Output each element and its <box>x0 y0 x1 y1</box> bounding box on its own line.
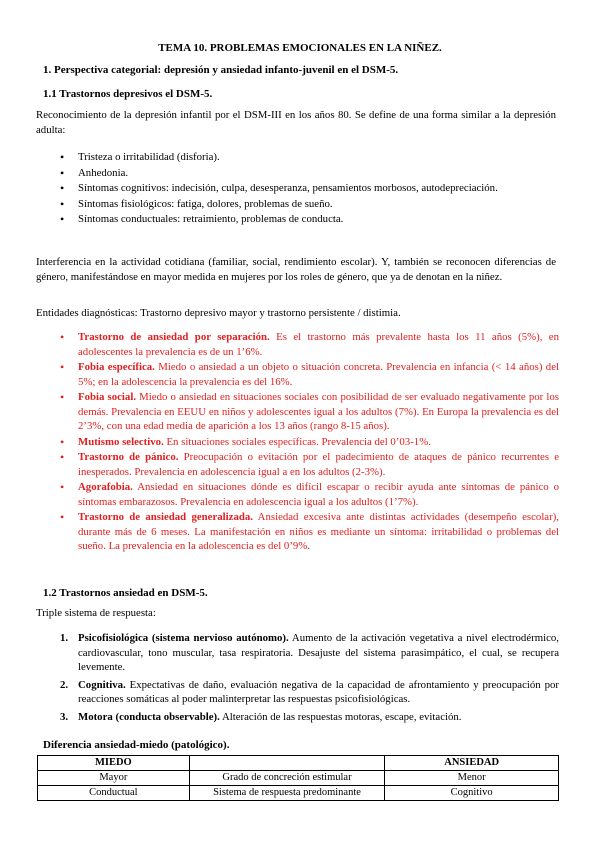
list-item: • Anhedonia. <box>0 166 559 181</box>
header-cell <box>189 756 385 771</box>
interference-paragraph: Interferencia en la actividad cotidiana (familiar, social, rendimiento escolar). Y, también se reconocen diferencias de género, manifestándose en mayor medida en mujeres por los roles de género, que ya de denotan en la niñez. <box>36 256 556 283</box>
list-item: • Trastorno de ansiedad por separación. Es el trastorno más prevalente hasta los 11 años (5%), en adolescentes la prevalencia es de un 1’6%. <box>0 330 559 359</box>
list-item: • Agorafobia. Ansiedad en situaciones dónde es difícil escapar o recibir ayuda ante síntomas de pánico o síntomas embarazosos. Prevalencia en adolescencia igual a los adultos (1’7%). <box>0 480 559 509</box>
subsection-heading-1-2: 1.2 Trastornos ansiedad en DSM-5. <box>43 587 208 599</box>
comparison-table-title: Diferencia ansiedad-miedo (patológico). <box>43 739 230 751</box>
anxiety-disorder-list <box>0 330 560 555</box>
table-cell: Mayor <box>38 771 190 786</box>
list-item: • Fobia social. Miedo o ansiedad en situaciones sociales con posibilidad de ser evaluado negativamente por los demás. Prevalencia en EEUU en niños y adolescentes igual a los adultos (7%). En Europa la prevalencia es del 2’3%, con una edad media de aparición a los 13 años (rango 8-15 años). <box>0 390 559 434</box>
list-item: • Síntomas fisiológicos: fatiga, dolores, problemas de sueño. <box>0 197 559 212</box>
triple-response-intro: Triple sistema de respuesta: <box>36 607 156 619</box>
comparison-table <box>37 755 559 801</box>
list-item: • Síntomas conductuales: retraimiento, problemas de conducta. <box>0 212 559 227</box>
table-row <box>38 771 559 786</box>
table-header-row <box>38 756 559 771</box>
list-item: 2. Cognitiva. Expectativas de daño, evaluación negativa de la capacidad de afrontamiento y preocupación por reacciones somáticas al poder malinterpretar las respuestas psicofisiológicas. <box>60 678 559 705</box>
subsection-heading-1-1: 1.1 Trastornos depresivos el DSM-5. <box>43 88 213 100</box>
table-row <box>38 786 559 801</box>
table-cell: Grado de concreción estimular <box>189 771 385 786</box>
list-item: • Fobia específica. Miedo o ansiedad a un objeto o situación concreta. Prevalencia en infancia (< 14 años) del 5%; en la adolescencia la prevalencia es del 16%. <box>0 360 559 389</box>
table-cell: Menor <box>385 771 559 786</box>
table-cell: Cognitivo <box>385 786 559 801</box>
list-item: 3. Motora (conducta observable). Alteración de las respuestas motoras, escape, evitación. <box>60 710 462 723</box>
depression-intro: Reconocimiento de la depresión infantil por el DSM-III en los años 80. Se define de una forma similar a la depresión adulta: <box>36 109 556 136</box>
list-item: • Síntomas cognitivos: indecisión, culpa, desesperanza, pensamientos morbosos, autodepreciación. <box>0 181 559 196</box>
list-item: 1. Psicofisiológica (sistema nervioso autónomo). Aumento de la activación vegetativa a nivel electrodérmico, cardiovascular, tono muscular, tasa respiratoria. Desajuste del sistema parasimpático, el cual, se recupera levemente. <box>60 632 559 673</box>
diagnostic-entities: Entidades diagnósticas: Trastorno depresivo mayor y trastorno persistente / distimia. <box>36 307 401 319</box>
response-system-list <box>0 631 560 727</box>
list-item: • Trastorno de pánico. Preocupación o evitación por el padecimiento de ataques de pánico recurrentes e inesperados. Prevalencia en adolescencia igual a en los adultos (2-3%). <box>0 450 559 479</box>
list-item: • Tristeza o irritabilidad (disforia). <box>0 150 559 165</box>
header-cell: MIEDO <box>38 756 190 771</box>
list-item: • Mutismo selectivo. En situaciones sociales específicas. Prevalencia del 0’03-1%. <box>0 435 559 450</box>
document-title: TEMA 10. PROBLEMAS EMOCIONALES EN LA NIÑEZ. <box>158 42 442 54</box>
section-heading-1: 1. Perspectiva categorial: depresión y ansiedad infanto-juvenil en el DSM-5. <box>43 64 399 76</box>
header-cell: ANSIEDAD <box>385 756 559 771</box>
list-item: • Trastorno de ansiedad generalizada. Ansiedad excesiva ante distintas actividades (desempeño escolar), durante más de 6 meses. La manifestación en niños es mediante un síntoma: irritabilidad o problemas del sueño. La prevalencia en la adolescencia es del 0’9%. <box>0 510 559 554</box>
table-cell: Conductual <box>38 786 190 801</box>
table-cell: Sistema de respuesta predominante <box>189 786 385 801</box>
depression-symptom-list <box>0 150 560 228</box>
